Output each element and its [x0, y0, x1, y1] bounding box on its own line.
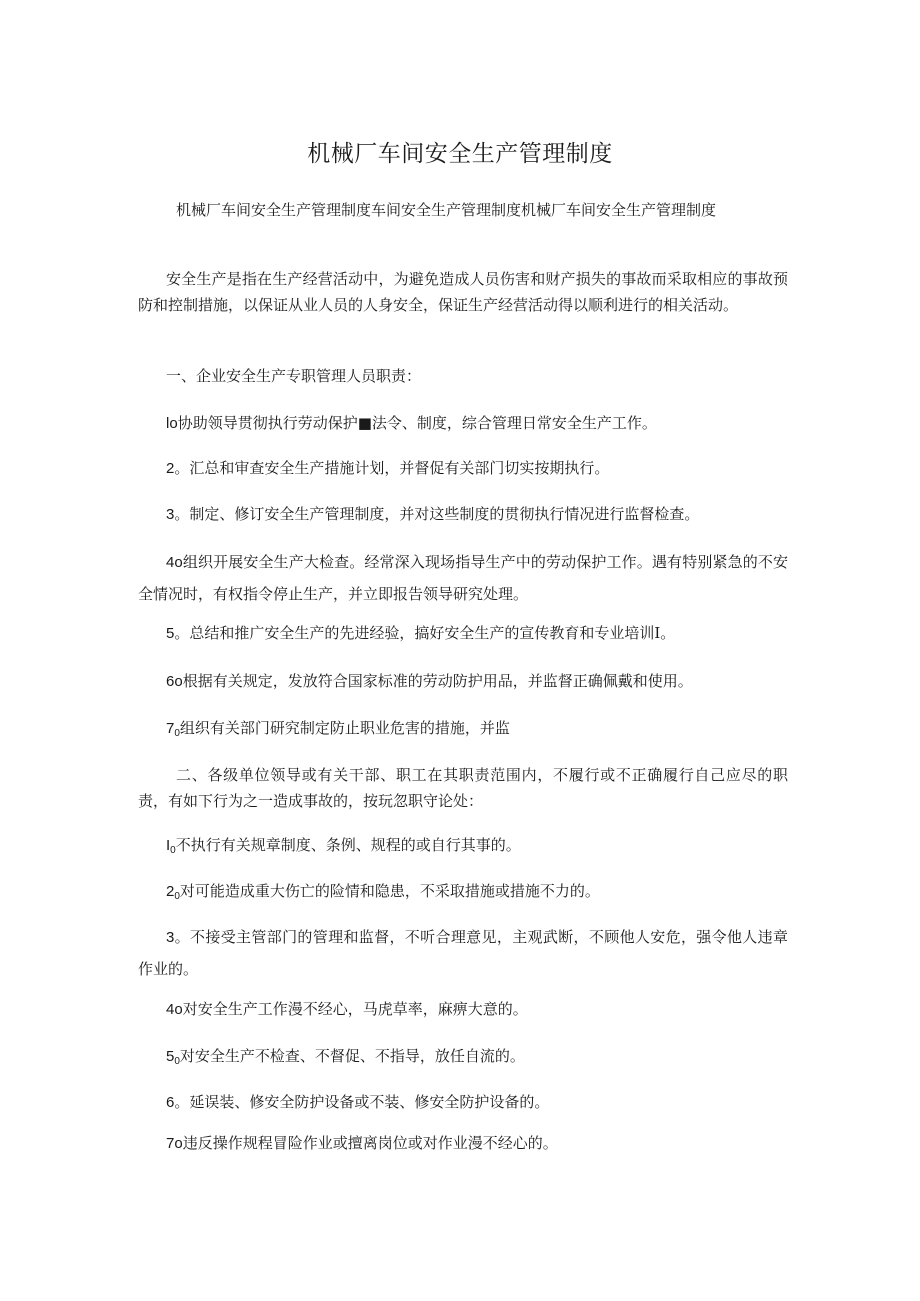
section2-item-3: [138, 924, 788, 982]
item-number: 3。: [166, 929, 191, 946]
item-number: 3。: [166, 506, 190, 523]
section2-item-6: [138, 1089, 788, 1121]
item-text: 根据有关规定，发放符合国家标准的劳动防护用品，并监督正确佩戴和使用。: [182, 672, 693, 690]
item-number-subscript: 0: [174, 891, 180, 902]
section2-item-2: [138, 878, 788, 910]
item-number: 4o: [166, 1001, 183, 1018]
section1-item-1: [138, 410, 788, 442]
section2-item-7: [138, 1130, 788, 1162]
section1-item-6: [138, 668, 788, 700]
item-number-subscript: 0: [170, 845, 176, 856]
section2-item-4: [138, 996, 788, 1028]
item-text: 制定、修订安全生产管理制度，并对这些制度的贯彻执行情况进行监督检查。: [189, 505, 700, 523]
item-text: 不接受主管部门的管理和监督，不听合理意见，主观武断，不顾他人安危，强令他人违章作业的。: [138, 928, 788, 978]
section2-item-1: [138, 832, 788, 864]
item-number: 2。: [166, 460, 190, 477]
item-number: 6。: [166, 1094, 190, 1111]
item-text: 总结和推广安全生产的先进经验，搞好安全生产的宣传教育和专业培训I。: [189, 624, 676, 642]
item-number: 7: [166, 720, 175, 737]
item-number-subscript: 0: [174, 1056, 180, 1067]
item-text: 违反操作规程冒险作业或擅离岗位或对作业漫不经心的。: [182, 1134, 558, 1152]
section1-item-5: [138, 620, 788, 652]
item-number: 6o: [166, 673, 183, 690]
item-text: 对可能造成重大伤亡的险情和隐患，不采取措施或措施不力的。: [179, 882, 600, 900]
document-title: 机械厂车间安全生产管理制度: [307, 141, 613, 167]
item-number: 5。: [166, 625, 190, 642]
section1-heading: 一、企业安全生产专职管理人员职责：: [166, 367, 422, 385]
definition-paragraph: 安全生产是指在生产经营活动中，为避免造成人员伤害和财产损失的事故而采取相应的事故预防和控制措施，以保证从业人员的人身安全，保证生产经营活动得以顺利进行的相关活动。: [138, 270, 788, 314]
item-text: 对安全生产不检查、不督促、不指导，放任自流的。: [179, 1047, 525, 1065]
item-text: 延误装、修安全防护设备或不装、修安全防护设备的。: [189, 1093, 550, 1111]
item-text: 组织有关部门研究制定防止职业危害的措施，并监: [179, 719, 510, 737]
item-number: 2: [166, 883, 175, 900]
item-number: 7o: [166, 1135, 183, 1152]
item-text: 汇总和审查安全生产措施计划，并督促有关部门切实按期执行。: [189, 459, 610, 477]
item-number: 5: [166, 1048, 175, 1065]
section2-heading: 二、各级单位领导或有关干部、职工在其职责范围内，不履行或不正确履行自己应尽的职责，有如下行为之一造成事故的，按玩忽职守论处：: [138, 766, 788, 810]
item-text: 组织开展安全生产大检查。经常深入现场指导生产中的劳动保护工作。遇有特别紧急的不安全情况时，有权指令停止生产，并立即报告领导研究处理。: [138, 553, 788, 603]
intro-paragraph: 机械厂车间安全生产管理制度车间安全生产管理制度机械厂车间安全生产管理制度: [176, 201, 717, 219]
section1-item-3: [138, 501, 788, 533]
item-text: 协助领导贯彻执行劳动保护■法令、制度，综合管理日常安全生产工作。: [177, 414, 657, 432]
section1-item-7: [138, 715, 788, 747]
section1-item-2: [138, 455, 788, 487]
item-number-subscript: 0: [174, 728, 180, 739]
item-number: 4o: [166, 554, 183, 571]
item-text: 不执行有关规章制度、条例、规程的或自行其事的。: [175, 836, 521, 854]
item-number: I: [166, 837, 171, 854]
item-number: lo: [166, 415, 178, 432]
item-text: 对安全生产工作漫不经心，马虎草率，麻痹大意的。: [182, 1000, 528, 1018]
section2-item-5: [138, 1043, 788, 1075]
section1-item-4: [138, 549, 788, 607]
